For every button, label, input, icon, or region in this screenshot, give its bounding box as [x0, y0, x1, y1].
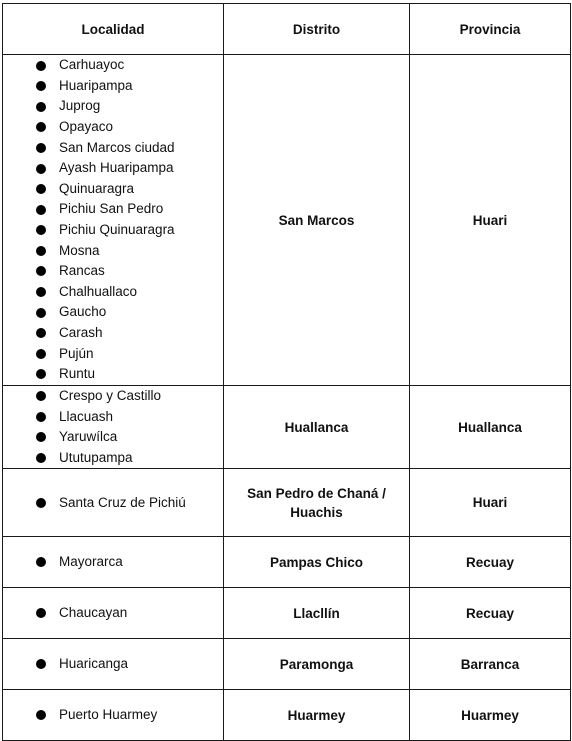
bullet-icon [36, 432, 46, 442]
localidad-list [3, 654, 223, 675]
list-item [3, 493, 223, 514]
localidad-name: Pujún [59, 345, 94, 361]
list-item [3, 76, 223, 97]
distrito-cell: Huarmey [224, 690, 410, 741]
header-provincia: Provincia [410, 4, 571, 55]
list-item [3, 241, 223, 262]
bullet-icon [36, 143, 46, 153]
bullet-icon [36, 122, 46, 132]
localidad-list [3, 493, 223, 514]
localidad-cell [3, 690, 224, 741]
table-row [3, 469, 571, 537]
localidad-list [3, 552, 223, 573]
list-item [3, 179, 223, 200]
provincia-cell: Huari [410, 469, 571, 537]
localidad-list [3, 55, 223, 385]
list-item [3, 158, 223, 179]
table-row [3, 639, 571, 690]
localidad-name: Carash [59, 324, 103, 340]
localidad-list [3, 603, 223, 624]
list-item [3, 282, 223, 303]
distrito-cell: San Pedro de Chaná / Huachis [224, 469, 410, 537]
localidad-list [3, 705, 223, 726]
localidad-name: Gaucho [59, 304, 107, 320]
localidad-cell [3, 469, 224, 537]
table-row [3, 588, 571, 639]
localidad-name: Yaruwílca [59, 429, 118, 445]
distrito-cell: San Marcos [224, 55, 410, 386]
table-body [3, 55, 571, 741]
localidad-name: Chaucayan [59, 605, 128, 621]
bullet-icon [36, 61, 46, 71]
localidad-name: Pichiu Quinuaragra [59, 222, 175, 237]
bullet-icon [36, 81, 46, 91]
list-item [3, 220, 223, 241]
localidad-name: Rancas [59, 263, 105, 279]
localidad-name: Llacuash [59, 408, 114, 424]
table-row [3, 55, 571, 386]
list-item [3, 138, 223, 159]
header-localidad: Localidad [3, 4, 224, 55]
table-row [3, 537, 571, 588]
bullet-icon [36, 308, 46, 318]
list-item [3, 261, 223, 282]
provincia-cell: Recuay [410, 537, 571, 588]
provincia-cell: Barranca [410, 639, 571, 690]
localidad-name: Puerto Huarmey [59, 707, 158, 723]
localidad-name: Opayaco [59, 119, 114, 135]
localities-table [2, 3, 571, 741]
bullet-icon [36, 205, 46, 215]
bullet-icon [36, 557, 46, 567]
bullet-icon [36, 710, 46, 720]
localidad-list [3, 386, 223, 468]
localidad-name: Chalhuallaco [59, 283, 138, 299]
list-item [3, 603, 223, 624]
list-item [3, 364, 223, 385]
list-item [3, 448, 223, 469]
list-item [3, 407, 223, 428]
localidad-name: Mayorarca [59, 554, 123, 570]
localidad-cell [3, 386, 224, 469]
bullet-icon [36, 102, 46, 112]
list-item [3, 552, 223, 573]
localidad-name: Huaricanga [59, 656, 129, 672]
localidad-name: Quinuaragra [59, 180, 135, 196]
localidad-name: Crespo y Castillo [59, 388, 162, 403]
distrito-cell: Huallanca [224, 386, 410, 469]
list-item [3, 344, 223, 365]
list-item [3, 302, 223, 323]
list-item [3, 96, 223, 117]
localidad-name: Juprog [59, 98, 101, 114]
bullet-icon [36, 184, 46, 194]
distrito-cell: Llacllín [224, 588, 410, 639]
localidad-name: Runtu [59, 366, 96, 382]
localidad-name: Santa Cruz de Pichiú [59, 494, 186, 510]
list-item [3, 427, 223, 448]
list-item [3, 117, 223, 138]
distrito-cell: Paramonga [224, 639, 410, 690]
provincia-cell: Recuay [410, 588, 571, 639]
bullet-icon [36, 164, 46, 174]
localidad-name: Huaripampa [59, 77, 133, 93]
table-row [3, 386, 571, 469]
bullet-icon [36, 287, 46, 297]
header-distrito: Distrito [224, 4, 410, 55]
list-item [3, 55, 223, 76]
localidad-cell [3, 639, 224, 690]
provincia-cell: Huari [410, 55, 571, 386]
bullet-icon [36, 369, 46, 379]
list-item [3, 323, 223, 344]
localidad-cell [3, 537, 224, 588]
localidad-name: Ututupampa [59, 449, 133, 465]
localidad-name: Mosna [59, 242, 100, 258]
bullet-icon [36, 498, 46, 508]
bullet-icon [36, 246, 46, 256]
bullet-icon [36, 328, 46, 338]
bullet-icon [36, 608, 46, 618]
header-row [3, 4, 571, 55]
bullet-icon [36, 391, 46, 401]
list-item [3, 654, 223, 675]
list-item [3, 199, 223, 220]
localidad-name: Ayash Huaripampa [59, 160, 174, 176]
distrito-cell: Pampas Chico [224, 537, 410, 588]
bullet-icon [36, 412, 46, 422]
provincia-cell: Huarmey [410, 690, 571, 741]
list-item [3, 386, 223, 407]
localidad-name: Pichiu San Pedro [59, 201, 164, 217]
localidad-name: Carhuayoc [59, 57, 125, 73]
list-item [3, 705, 223, 726]
provincia-cell: Huallanca [410, 386, 571, 469]
bullet-icon [36, 659, 46, 669]
bullet-icon [36, 349, 46, 359]
localidad-name: San Marcos ciudad [59, 139, 175, 155]
bullet-icon [36, 266, 46, 276]
localidad-cell [3, 588, 224, 639]
table-row [3, 690, 571, 741]
bullet-icon [36, 225, 46, 235]
localidad-cell [3, 55, 224, 386]
bullet-icon [36, 453, 46, 463]
